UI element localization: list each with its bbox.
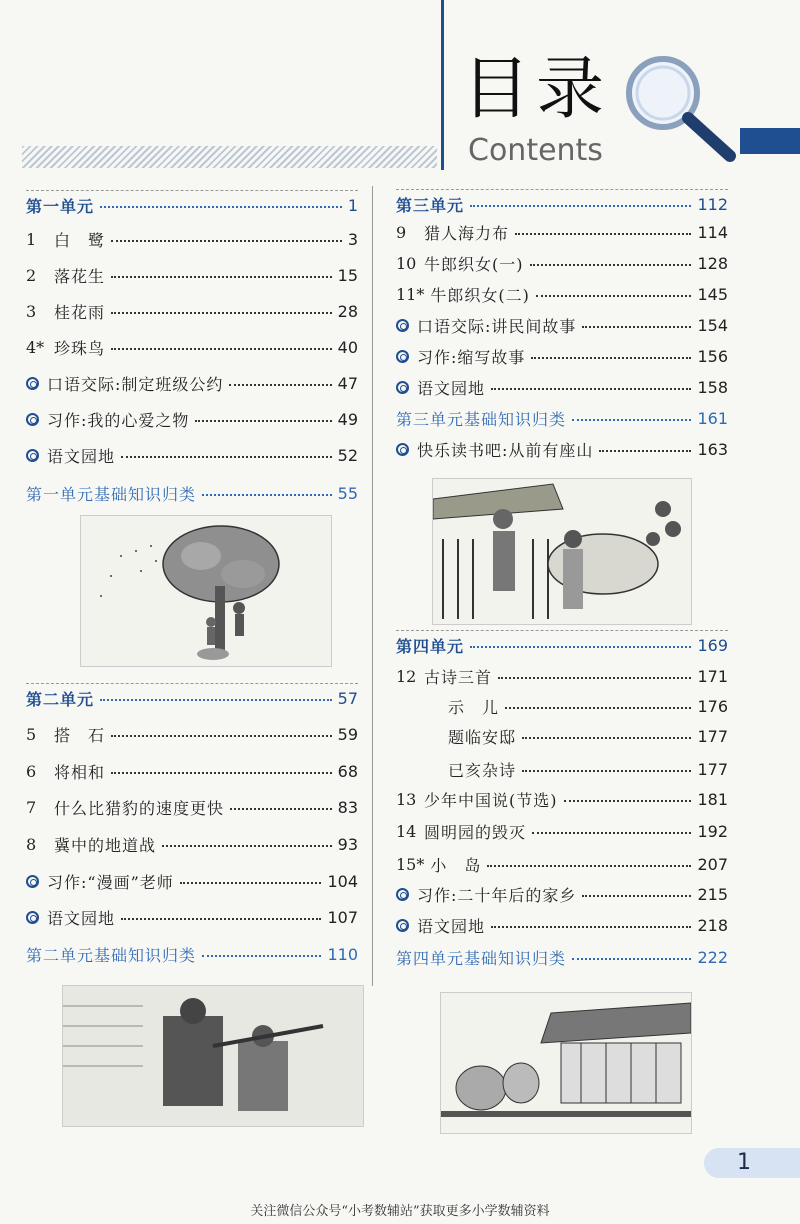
toc-entry-number: 10 (396, 253, 417, 273)
header-accent-bar (740, 128, 800, 154)
toc-entry-page: 112 (697, 194, 728, 214)
toc-entry-page: 192 (697, 821, 728, 841)
toc-entry-page: 222 (697, 947, 728, 967)
toc-entry-page: 218 (697, 915, 728, 935)
dot-leader (230, 808, 332, 810)
dot-leader (564, 800, 692, 802)
dot-leader (111, 240, 342, 242)
toc-entry-label: 白 鹭 (54, 230, 106, 250)
page-number-badge (704, 1148, 800, 1178)
toc-entry-page: 145 (697, 284, 728, 304)
dot-leader (100, 699, 332, 701)
toc-entry-number: 12 (396, 666, 417, 686)
toc-entry[interactable] (396, 218, 728, 246)
toc-entry-label: 少年中国说(节选) (424, 790, 558, 810)
toc-entry-label: 已亥杂诗 (448, 760, 517, 780)
dot-leader (522, 770, 691, 772)
toc-entry-page: 177 (697, 759, 728, 779)
toc-entry-label: 语文园地 (47, 908, 116, 928)
toc-entry-label: 快乐读书吧:从前有座山 (417, 440, 594, 460)
dot-leader (470, 205, 691, 207)
dot-leader (532, 832, 691, 834)
page-subtitle: Contents (468, 133, 603, 168)
toc-entry-label: 第四单元 (396, 636, 465, 656)
dot-leader (111, 312, 332, 314)
dot-leader (111, 276, 332, 278)
toc-entry[interactable] (396, 755, 728, 783)
toc-entry-page: 28 (337, 301, 358, 321)
toc-entry-page: 110 (327, 944, 358, 964)
toc-entry-number: 4* (26, 337, 45, 357)
toc-entry[interactable] (26, 441, 358, 469)
toc-entry-label: 什么比猎豹的速度更快 (54, 798, 225, 818)
bullet-ring-icon (396, 888, 409, 901)
toc-entry[interactable] (396, 280, 728, 308)
toc-entry-label: 古诗三首 (424, 667, 493, 687)
toc-entry-label: 语文园地 (47, 446, 116, 466)
bullet-ring-icon (26, 449, 39, 462)
garden-pavilion-illustration (440, 992, 692, 1134)
dot-leader (111, 348, 332, 350)
dot-leader (202, 955, 321, 957)
footer-note: 关注微信公众号“小考数辅站”获取更多小学数辅资料 (250, 1204, 550, 1219)
toc-entry-number: 5 (26, 724, 37, 744)
page-title: 目录 (462, 50, 611, 129)
toc-entry-label: 第二单元基础知识归类 (26, 945, 197, 965)
toc-entry[interactable] (26, 867, 358, 895)
toc-entry-label: 示 儿 (448, 697, 500, 717)
toc-entry-label: 珍珠鸟 (54, 338, 106, 358)
toc-entry-label: 牛郎织女(一) (424, 254, 524, 274)
bullet-ring-icon (396, 443, 409, 456)
dot-leader (195, 420, 331, 422)
bullet-ring-icon (26, 413, 39, 426)
toc-entry[interactable] (26, 683, 358, 712)
toc-entry[interactable] (396, 817, 728, 845)
toc-entry-label: 第一单元 (26, 196, 95, 216)
toc-entry-number: 2 (26, 265, 37, 285)
dot-leader (121, 918, 321, 920)
toc-entry-label: 习作:缩写故事 (417, 347, 526, 367)
toc-entry[interactable] (396, 722, 728, 750)
toc-entry-page: 47 (337, 373, 358, 393)
toc-entry-page: 114 (697, 222, 728, 242)
toc-entry-label: 第二单元 (26, 689, 95, 709)
toc-entry-page: 3 (347, 229, 358, 249)
tree-children-illustration (80, 515, 332, 667)
toc-entry-label: 语文园地 (417, 378, 486, 398)
toc-entry-label: 小 岛 (430, 855, 482, 875)
toc-entry[interactable] (396, 911, 728, 939)
toc-entry-page: 163 (697, 439, 728, 459)
toc-entry-label: 将相和 (54, 762, 106, 782)
toc-entry-page: 161 (697, 408, 728, 428)
toc-entry[interactable] (396, 189, 728, 218)
toc-entry-page: 107 (327, 907, 358, 927)
toc-entry-page: 207 (697, 854, 728, 874)
toc-entry-page: 83 (337, 797, 358, 817)
toc-entry-label: 冀中的地道战 (54, 835, 157, 855)
toc-entry[interactable] (396, 850, 728, 878)
toc-entry-page: 104 (327, 871, 358, 891)
dot-leader (470, 646, 691, 648)
magnifier-icon (618, 48, 748, 168)
bullet-ring-icon (396, 319, 409, 332)
dot-leader (487, 865, 691, 867)
toc-entry[interactable] (26, 333, 358, 361)
toc-entry-number: 13 (396, 789, 417, 809)
toc-entry[interactable] (26, 225, 358, 253)
dot-leader (536, 295, 692, 297)
toc-entry-label: 第三单元基础知识归类 (396, 409, 567, 429)
dot-leader (100, 206, 342, 208)
toc-entry-number: 7 (26, 797, 37, 817)
toc-entry[interactable] (396, 692, 728, 720)
toc-entry[interactable] (26, 261, 358, 289)
toc-entry-page: 181 (697, 789, 728, 809)
dot-leader (522, 737, 691, 739)
header-hatch-band (22, 146, 437, 168)
dot-leader (111, 772, 332, 774)
toc-entry-number: 11* (396, 284, 425, 304)
dot-leader (491, 926, 691, 928)
dot-leader (229, 384, 331, 386)
dot-leader (582, 895, 691, 897)
bullet-ring-icon (396, 381, 409, 394)
dot-leader (531, 357, 691, 359)
toc-entry-page: 40 (337, 337, 358, 357)
toc-entry-page: 93 (337, 834, 358, 854)
toc-entry[interactable] (396, 662, 728, 690)
toc-entry-page: 128 (697, 253, 728, 273)
toc-entry[interactable] (26, 369, 358, 397)
toc-entry[interactable] (26, 757, 358, 785)
toc-entry-label: 桂花雨 (54, 302, 106, 322)
toc-entry[interactable] (396, 943, 728, 971)
toc-entry-page: 68 (337, 761, 358, 781)
dot-leader (162, 845, 332, 847)
toc-entry-number: 14 (396, 821, 417, 841)
toc-entry-number: 8 (26, 834, 37, 854)
toc-entry-label: 圆明园的毁灭 (424, 822, 527, 842)
toc-entry[interactable] (26, 405, 358, 433)
toc-entry-page: 57 (337, 688, 358, 708)
toc-entry[interactable] (396, 342, 728, 370)
toc-entry[interactable] (396, 785, 728, 813)
toc-entry-number: 15* (396, 854, 425, 874)
dot-leader (572, 958, 691, 960)
toc-entry[interactable] (396, 435, 728, 463)
toc-entry-page: 55 (337, 483, 358, 503)
toc-entry-label: 第四单元基础知识归类 (396, 948, 567, 968)
dot-leader (572, 419, 691, 421)
toc-entry-label: 牛郎织女(二) (430, 285, 530, 305)
dot-leader (180, 882, 322, 884)
toc-entry[interactable] (26, 479, 358, 507)
dot-leader (530, 264, 692, 266)
toc-entry-number: 1 (26, 229, 37, 249)
toc-entry-label: 习作:二十年后的家乡 (417, 885, 577, 905)
toc-entry-page: 52 (337, 445, 358, 465)
bullet-ring-icon (26, 377, 39, 390)
toc-entry-label: 口语交际:讲民间故事 (417, 316, 577, 336)
toc-entry[interactable] (26, 297, 358, 325)
toc-entry-label: 习作:我的心爱之物 (47, 410, 190, 430)
dot-leader (515, 233, 691, 235)
toc-entry[interactable] (396, 404, 728, 432)
toc-entry-number: 6 (26, 761, 37, 781)
toc-entry-page: 1 (347, 195, 358, 215)
toc-entry-page: 59 (337, 724, 358, 744)
toc-entry-number: 9 (396, 222, 407, 242)
toc-entry[interactable] (26, 720, 358, 748)
toc-entry-page: 156 (697, 346, 728, 366)
dot-leader (202, 494, 332, 496)
toc-entry-number: 3 (26, 301, 37, 321)
toc-entry-page: 171 (697, 666, 728, 686)
toc-entry-page: 49 (337, 409, 358, 429)
toc-entry[interactable] (26, 940, 358, 968)
toc-entry[interactable] (26, 903, 358, 931)
toc-entry-label: 语文园地 (417, 916, 486, 936)
dot-leader (498, 677, 691, 679)
dot-leader (121, 456, 332, 458)
toc-entry-label: 题临安邸 (448, 727, 517, 747)
toc-entry-page: 158 (697, 377, 728, 397)
column-divider (372, 186, 373, 986)
toc-entry-label: 落花生 (54, 266, 106, 286)
toc-entry[interactable] (26, 830, 358, 858)
historical-figures-illustration (62, 985, 364, 1127)
dot-leader (111, 735, 332, 737)
toc-entry-page: 215 (697, 884, 728, 904)
dot-leader (505, 707, 691, 709)
dot-leader (582, 326, 691, 328)
toc-entry[interactable] (396, 249, 728, 277)
toc-entry-label: 猎人海力布 (424, 223, 510, 243)
cowherd-weaver-illustration (432, 478, 692, 625)
bullet-ring-icon (26, 911, 39, 924)
toc-entry-label: 第一单元基础知识归类 (26, 484, 197, 504)
toc-entry-page: 169 (697, 635, 728, 655)
toc-entry[interactable] (26, 793, 358, 821)
toc-entry[interactable] (396, 311, 728, 339)
toc-entry-label: 习作:“漫画”老师 (47, 872, 174, 892)
header-divider (441, 0, 444, 170)
toc-entry[interactable] (396, 373, 728, 401)
page-number: 1 (737, 1150, 751, 1175)
bullet-ring-icon (396, 919, 409, 932)
toc-entry[interactable] (26, 190, 358, 219)
toc-entry-page: 176 (697, 696, 728, 716)
toc-entry-page: 177 (697, 726, 728, 746)
toc-entry[interactable] (396, 630, 728, 659)
bullet-ring-icon (26, 875, 39, 888)
toc-entry[interactable] (396, 880, 728, 908)
bullet-ring-icon (396, 350, 409, 363)
toc-entry-page: 154 (697, 315, 728, 335)
toc-entry-page: 15 (337, 265, 358, 285)
dot-leader (599, 450, 691, 452)
toc-entry-label: 搭 石 (54, 725, 106, 745)
toc-entry-label: 口语交际:制定班级公约 (47, 374, 224, 394)
toc-entry-label: 第三单元 (396, 195, 465, 215)
dot-leader (491, 388, 691, 390)
